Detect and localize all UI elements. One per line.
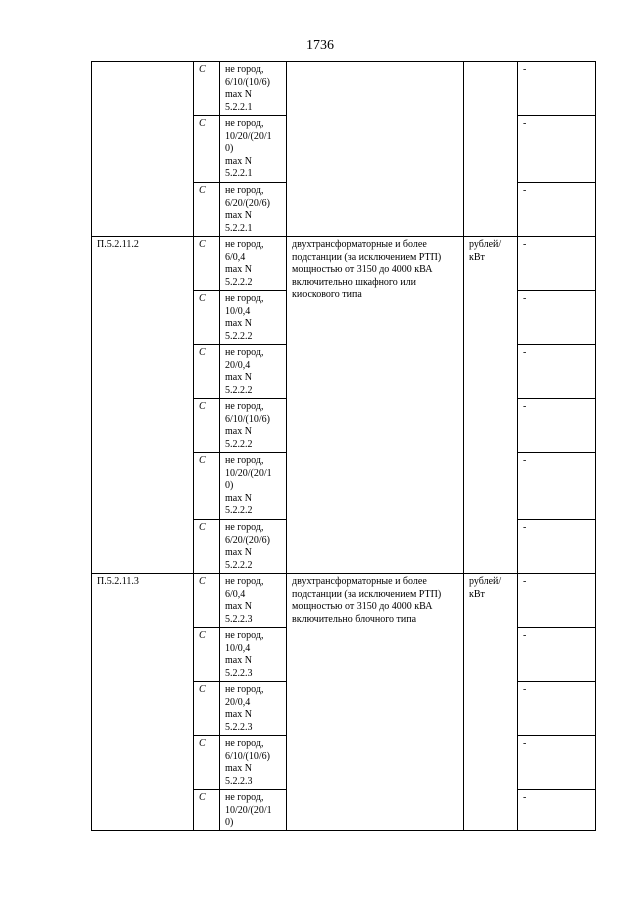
- voltage-cell: [220, 183, 287, 237]
- category-cell: C: [194, 682, 220, 736]
- category-cell: C: [194, 520, 220, 574]
- category-cell: C: [194, 183, 220, 237]
- item-code-cell: [92, 62, 194, 237]
- category-cell: C: [194, 399, 220, 453]
- voltage-text: не город, 10/0,4 max N 5.2.2.3: [225, 630, 264, 679]
- voltage-cell: [220, 291, 287, 345]
- voltage-cell: [220, 520, 287, 574]
- value-cell: -: [518, 345, 596, 399]
- voltage-cell: [220, 736, 287, 790]
- value-cell: -: [518, 736, 596, 790]
- value-cell: -: [518, 62, 596, 116]
- voltage-cell: [220, 237, 287, 291]
- voltage-text: не город, 6/20/(20/6) max N 5.2.2.2: [225, 522, 270, 571]
- voltage-cell: [220, 345, 287, 399]
- voltage-text: не город, 6/0,4 max N 5.2.2.2: [225, 239, 264, 288]
- voltage-text: не город, 6/10/(10/6) max N 5.2.2.3: [225, 738, 270, 787]
- voltage-cell: [220, 453, 287, 520]
- voltage-cell: [220, 399, 287, 453]
- category-cell: C: [194, 345, 220, 399]
- unit-text: рублей/ кВт: [469, 239, 502, 263]
- voltage-text: не город, 10/20/(20/1 0): [225, 792, 272, 828]
- value-cell: -: [518, 682, 596, 736]
- unit-cell: [464, 237, 518, 574]
- table-row: [92, 237, 596, 291]
- voltage-cell: [220, 116, 287, 183]
- category-cell: C: [194, 574, 220, 628]
- voltage-cell: [220, 682, 287, 736]
- category-cell: C: [194, 736, 220, 790]
- voltage-text: не город, 6/10/(10/6) max N 5.2.2.1: [225, 64, 270, 113]
- item-code-cell: П.5.2.11.3: [92, 574, 194, 831]
- description-cell: [287, 62, 464, 237]
- voltage-text: не город, 10/20/(20/1 0) max N 5.2.2.2: [225, 455, 272, 516]
- voltage-cell: [220, 574, 287, 628]
- value-cell: -: [518, 183, 596, 237]
- unit-text: рублей/ кВт: [469, 576, 502, 600]
- description-cell: двухтрансформаторные и более подстанции (за исключением РТП) мощностью от 3150 до 4000 кВА включительно блочного типа: [287, 574, 464, 831]
- voltage-cell: [220, 628, 287, 682]
- voltage-text: не город, 20/0,4 max N 5.2.2.2: [225, 347, 264, 396]
- voltage-cell: [220, 790, 287, 831]
- table-row: [92, 62, 596, 116]
- description-cell: двухтрансформаторные и более подстанции (за исключением РТП) мощностью от 3150 до 4000 кВА включительно шкафного или киоскового типа: [287, 237, 464, 574]
- category-cell: C: [194, 237, 220, 291]
- item-code-cell: П.5.2.11.2: [92, 237, 194, 574]
- category-cell: C: [194, 62, 220, 116]
- category-cell: C: [194, 453, 220, 520]
- voltage-text: не город, 6/0,4 max N 5.2.2.3: [225, 576, 264, 625]
- category-cell: C: [194, 628, 220, 682]
- voltage-text: не город, 6/10/(10/6) max N 5.2.2.2: [225, 401, 270, 450]
- category-cell: C: [194, 116, 220, 183]
- page-number: 1736: [306, 38, 334, 53]
- value-cell: -: [518, 399, 596, 453]
- value-cell: -: [518, 291, 596, 345]
- value-cell: -: [518, 453, 596, 520]
- value-cell: -: [518, 628, 596, 682]
- voltage-cell: [220, 62, 287, 116]
- value-cell: -: [518, 790, 596, 831]
- value-cell: -: [518, 116, 596, 183]
- value-cell: -: [518, 520, 596, 574]
- tariff-table: [91, 61, 596, 831]
- value-cell: -: [518, 574, 596, 628]
- voltage-text: не город, 10/20/(20/1 0) max N 5.2.2.1: [225, 118, 272, 179]
- voltage-text: не город, 6/20/(20/6) max N 5.2.2.1: [225, 185, 270, 234]
- category-cell: C: [194, 790, 220, 831]
- voltage-text: не город, 20/0,4 max N 5.2.2.3: [225, 684, 264, 733]
- table-row: [92, 574, 596, 628]
- unit-cell: [464, 574, 518, 831]
- voltage-text: не город, 10/0,4 max N 5.2.2.2: [225, 293, 264, 342]
- category-cell: C: [194, 291, 220, 345]
- table-body: [92, 62, 596, 831]
- unit-cell: [464, 62, 518, 237]
- value-cell: -: [518, 237, 596, 291]
